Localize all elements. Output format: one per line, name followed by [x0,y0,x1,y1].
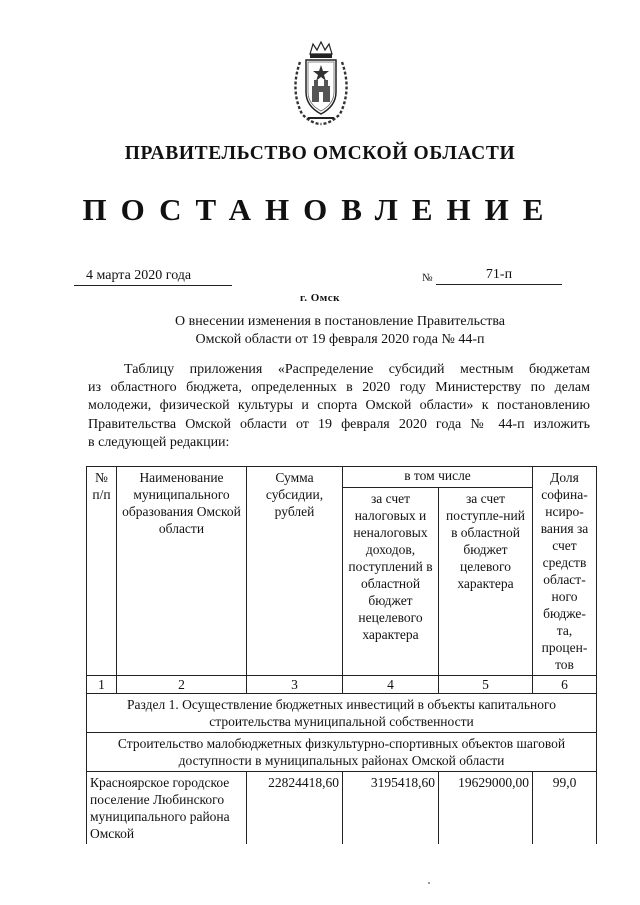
body-paragraph [88,361,590,452]
subject-line: Омской области от 19 февраля 2020 года № 44-п [195,332,485,347]
column-number-row [87,676,597,694]
decree-subject [100,313,580,349]
header-target-revenue: за счет поступле-ний в областной бюджет целевого характера [439,488,533,676]
column-number: 5 [439,676,533,694]
header-sum: Сумма субсидии, рублей [247,467,343,676]
header-name: Наименование муниципального образования Омской области [117,467,247,676]
paragraph-line: молодежи, физической культуры и спорта Омской области» к постановлению [88,398,590,414]
header-own-revenue: за счет налоговых и неналоговых доходов, поступлений в областной бюджет нецелевого характера [343,488,439,676]
subsidy-table [86,466,597,844]
document-type: ПОСТАНОВЛЕНИЕ [82,192,558,227]
column-number: 3 [247,676,343,694]
header-share: Доля софина-нсиро-вания за счет средств област-ного бюдже-та, процен-тов [533,467,597,676]
row-target-revenue: 19629000,00 [439,772,533,845]
coat-of-arms-icon [288,40,354,126]
row-sum: 22824418,60 [247,772,343,845]
scan-speck [428,882,430,884]
paragraph-line: в следующей редакции: [88,434,230,450]
table-header-row [87,467,597,488]
government-title: ПРАВИТЕЛЬСТВО ОМСКОЙ ОБЛАСТИ [124,143,516,164]
section-title: Раздел 1. Осуществление бюджетных инвестиций в объекты капитального строительства муниципальной собственности [87,694,597,733]
section-row [87,694,597,733]
column-number: 2 [117,676,247,694]
subsection-title: Строительство малобюджетных физкультурно-спортивных объектов шаговой доступности в муниципальных районах Омской области [87,733,597,772]
number-label: № [422,272,433,284]
table-row [87,772,597,845]
header-num: № п/п [87,467,117,676]
column-number: 6 [533,676,597,694]
row-own-revenue: 3195418,60 [343,772,439,845]
city: г. Омск [299,292,341,304]
column-number: 1 [87,676,117,694]
subsection-row [87,733,597,772]
column-number: 4 [343,676,439,694]
row-name: Красноярское городское поселение Любинского муниципального района Омской [87,772,247,845]
row-share: 99,0 [533,772,597,845]
decree-number: 71-п [436,267,562,285]
paragraph-line: из областного бюджета, определенных в 2020 году Министерству по делам [88,380,590,396]
header-including: в том числе [343,467,533,488]
paragraph-line: Таблицу приложения «Распределение субсидий местным бюджетам [124,362,590,377]
decree-date: 4 марта 2020 года [74,268,232,286]
subject-line: О внесении изменения в постановление Правительства [175,314,505,329]
paragraph-line: Правительства Омской области от 19 февраля 2020 года № 44-п изложить [88,416,590,432]
